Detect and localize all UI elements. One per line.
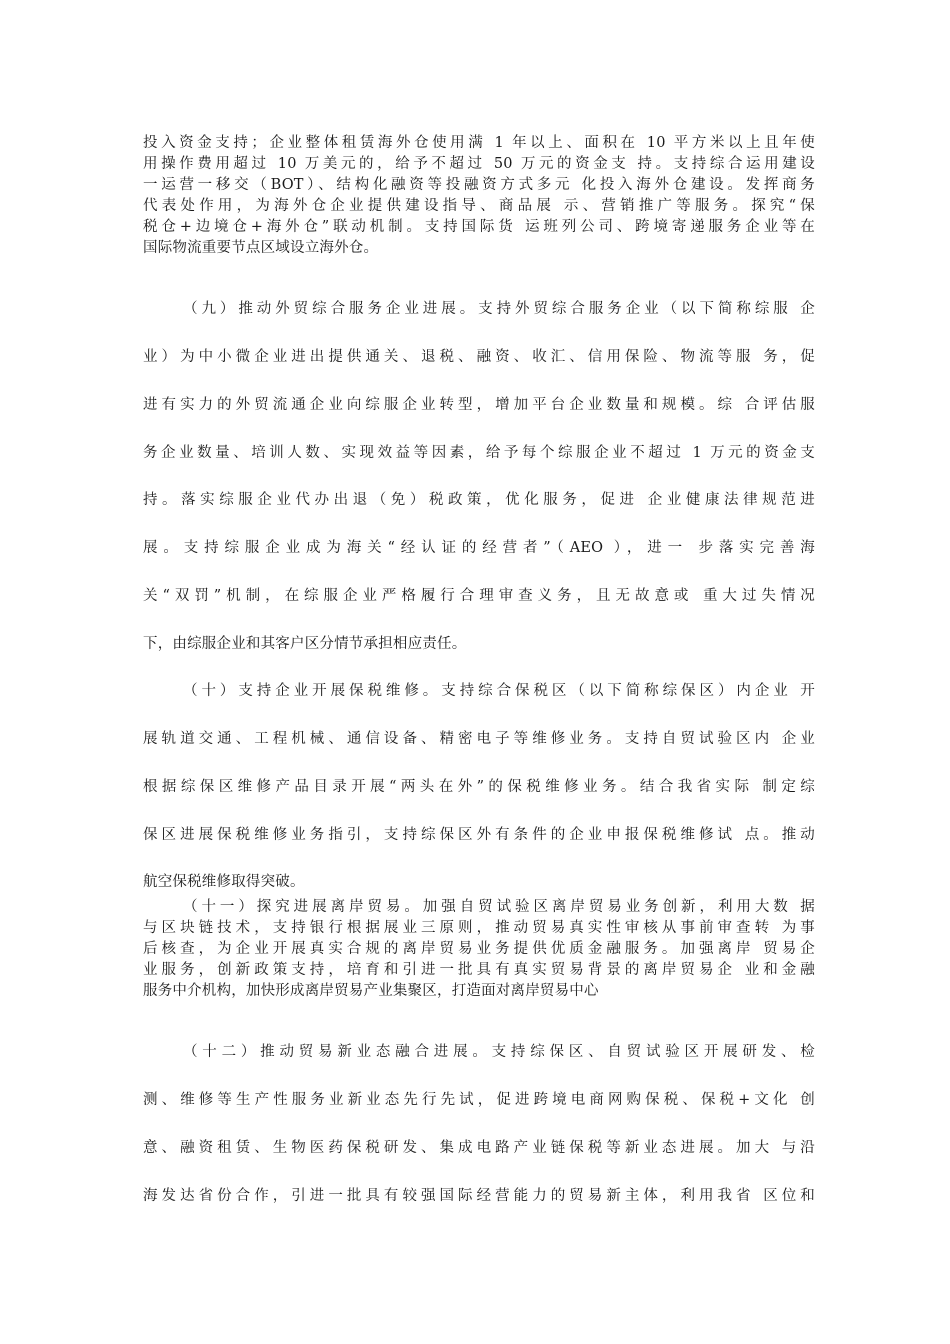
text-line: 关“双罚”机制，在综服企业严格履行合理审查义务，且无故意或 重大过失情况 [143,588,815,604]
text-line: 海发达省份合作，引进一批具有较强国际经营能力的贸易新主体，利用我省 区位和 [143,1188,815,1204]
text-line: 代表处作用，为海外仓企业提供建设指导、商品展 示、营销推广等服务。探究“保 [143,198,815,214]
text-line: 与区块链技术，支持银行根据展业三原则，推动贸易真实性审核从事前审查转 为事 [143,920,815,936]
text-line: （十一）探究进展离岸贸易。加强自贸试验区离岸贸易业务创新，利用大数 据 [183,899,815,915]
text-line: 下，由综服企业和其客户区分情节承担相应责任。 [143,636,467,652]
text-line: 用操作费用超过 10 万美元的，给予不超过 50 万元的资金支 持。支持综合运用建设 [143,156,815,172]
text-line: 进有实力的外贸流通企业向综服企业转型，增加平台企业数量和规模。综 合评估服 [143,397,815,413]
text-line: 后核查，为企业开展真实合规的离岸贸易业务提供优质金融服务。加强离岸 贸易企 [143,941,815,957]
text-line: 投入资金支持；企业整体租赁海外仓使用满 1 年以上、面积在 10 平方米以上且年使 [143,135,815,151]
text-line: 意、融资租赁、生物医药保税研发、集成电路产业链保税等新业态进展。加大 与沿 [143,1140,815,1156]
text-line: 保区进展保税维修业务指引，支持综保区外有条件的企业申报保税维修试 点。推动 [143,827,815,843]
text-line: 务企业数量、培训人数、实现效益等因素，给予每个综服企业不超过 1 万元的资金支 [143,445,815,461]
text-line: 业）为中小微企业进出提供通关、退税、融资、收汇、信用保险、物流等服 务，促 [143,349,815,365]
text-line: 国际物流重要节点区域设立海外仓。 [143,240,379,256]
text-line: 业服务，创新政策支持，培育和引进一批具有真实贸易背景的离岸贸易企 业和金融 [143,962,815,978]
text-line: （十二）推动贸易新业态融合进展。支持综保区、自贸试验区开展研发、检 [183,1044,815,1060]
text-line: 一运营一移交（BOT）、结构化融资等投融资方式多元 化投入海外仓建设。发挥商务 [143,177,815,193]
text-line: 展。支持综服企业成为海关“经认证的经营者”（AEO ），进一 步落实完善海 [143,540,815,556]
text-line: 服务中介机构，加快形成离岸贸易产业集聚区，打造面对离岸贸易中心 [143,983,599,999]
text-line: 展轨道交通、工程机械、通信设备、精密电子等维修业务。支持自贸试验区内 企业 [143,731,815,747]
text-line: 根据综保区维修产品目录开展“两头在外”的保税维修业务。结合我省实际 制定综 [143,779,815,795]
text-line: 航空保税维修取得突破。 [143,874,305,890]
text-line: （九）推动外贸综合服务企业进展。支持外贸综合服务企业（以下简称综服 企 [183,301,815,317]
text-line: 税仓+边境仓+海外仓”联动机制。支持国际货 运班列公司、跨境寄递服务企业等在 [143,219,815,235]
text-line: （十）支持企业开展保税维修。支持综合保税区（以下简称综保区）内企业 开 [183,683,815,699]
text-line: 持。落实综服企业代办出退（免）税政策，优化服务，促进 企业健康法律规范进 [143,492,815,508]
text-line: 测、维修等生产性服务业新业态先行先试，促进跨境电商网购保税、保税+文化 创 [143,1092,815,1108]
